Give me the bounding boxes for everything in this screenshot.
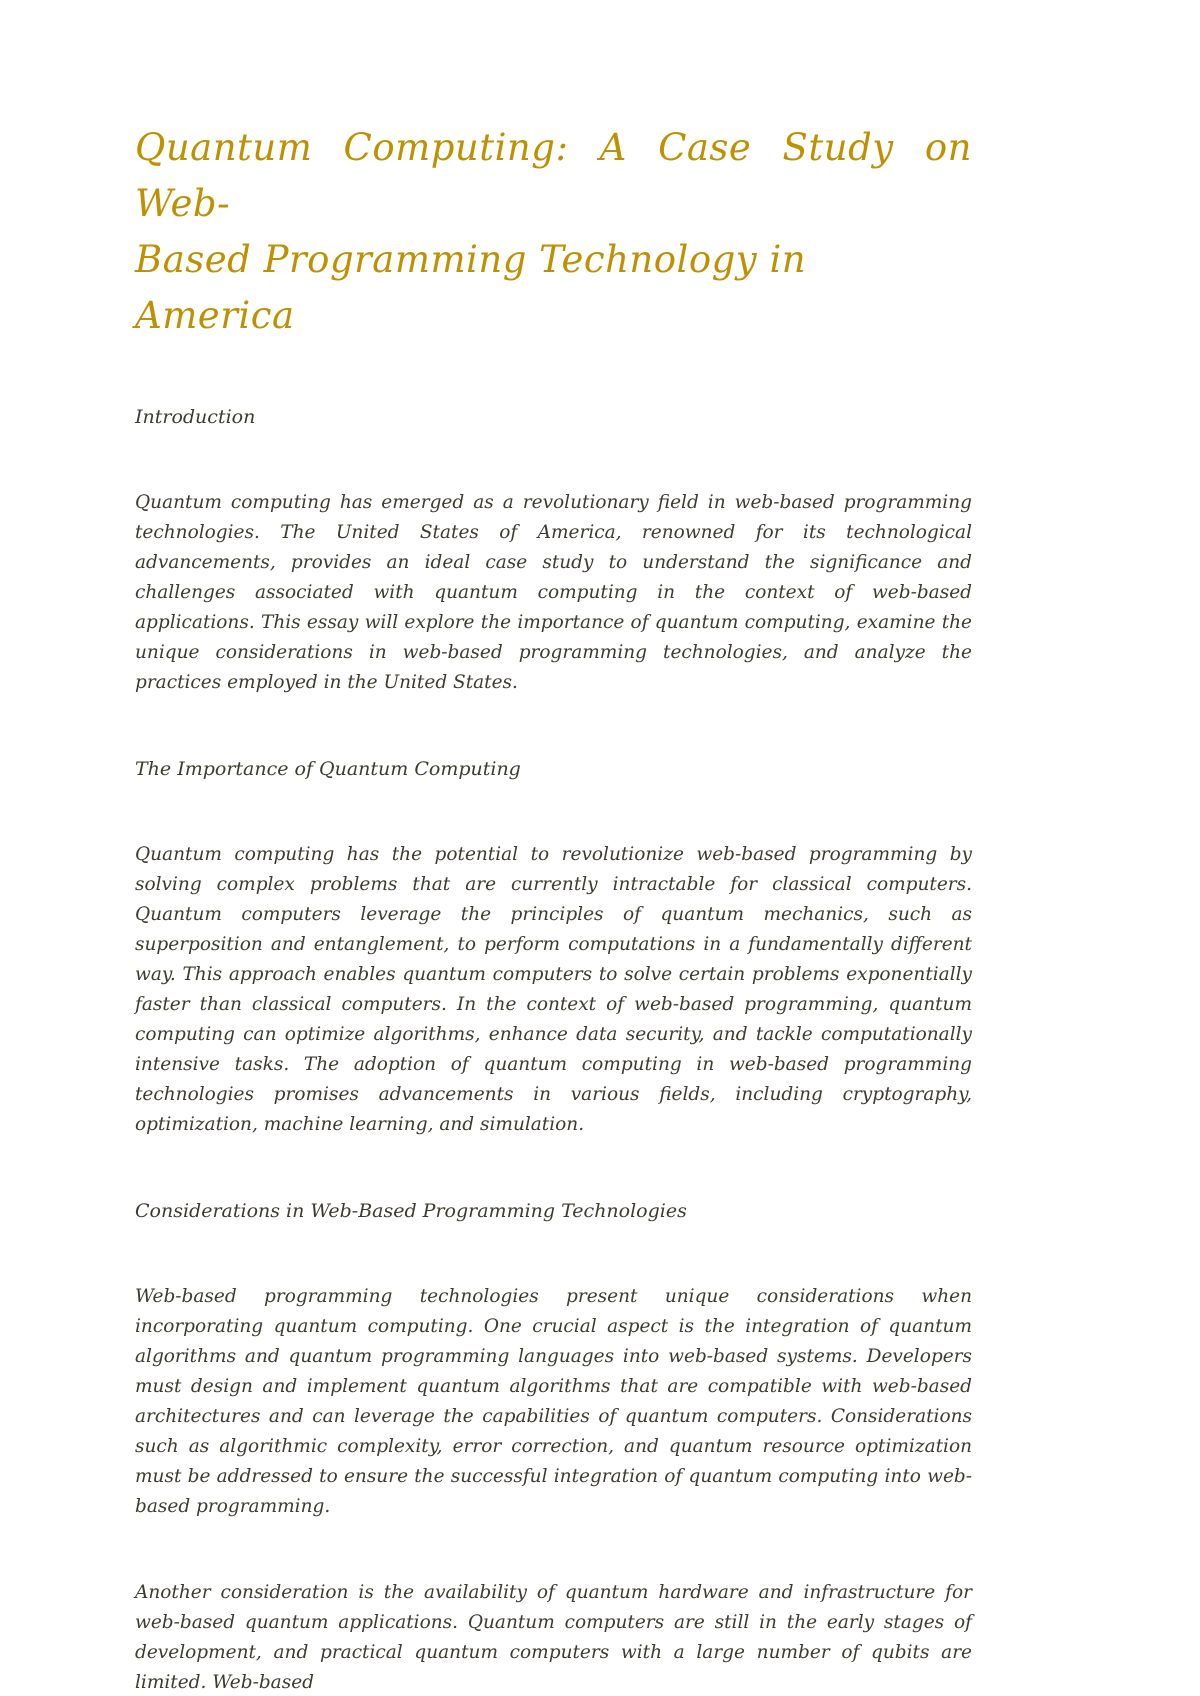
paragraph-importance-1: Quantum computing has the potential to revolutionize web-based programming by solving complex problems that are currently intractable for classical computers. Quantum computers leverage the principles of quantum mechanics, such as superposition and entanglement, to perform computations in a fundamentally different way. This approach enables quantum computers to solve certain problems exponentially faster than classical computers. In the context of web-based programming, quantum computing can optimize algorithms, enhance data security, and tackle computationally intensive tasks. The adoption of quantum computing in web-based programming technologies promises advancements in various fields, including cryptography, optimization, machine learning, and simulation. <box>135 844 972 1135</box>
section-heading-considerations: Considerations in Web-Based Programming Technologies <box>135 1200 687 1222</box>
section-heading-importance: The Importance of Quantum Computing <box>135 758 521 780</box>
paragraph-introduction-1: Quantum computing has emerged as a revolutionary field in web-based programming technologies. The United States of America, renowned for its technological advancements, provides an ideal case study to understand the significance and challenges associated with quantum computing in the context of web-based applications. This essay will explore the importance of quantum computing, examine the unique considerations in web-based programming technologies, and analyze the practices employed in the United States. <box>135 492 972 693</box>
document-title-line-1: Quantum Computing: A Case Study on Web- <box>135 126 972 225</box>
paragraph-considerations-2: Another consideration is the availability of quantum hardware and infrastructure for web-based quantum applications. Quantum computers are still in the early stages of development, and practical quantum computers with a large number of qubits are limited. Web-based <box>135 1582 972 1693</box>
section-heading-introduction: Introduction <box>135 406 256 428</box>
document-title <box>135 120 972 344</box>
paragraph-considerations-1: Web-based programming technologies present unique considerations when incorporating quantum computing. One crucial aspect is the integration of quantum algorithms and quantum programming languages into web-based systems. Developers must design and implement quantum algorithms that are compatible with web-based architectures and can leverage the capabilities of quantum computers. Considerations such as algorithmic complexity, error correction, and quantum resource optimization must be addressed to ensure the successful integration of quantum computing into web-based programming. <box>135 1286 972 1517</box>
document-title-line-2: Based Programming Technology in America <box>135 238 807 337</box>
